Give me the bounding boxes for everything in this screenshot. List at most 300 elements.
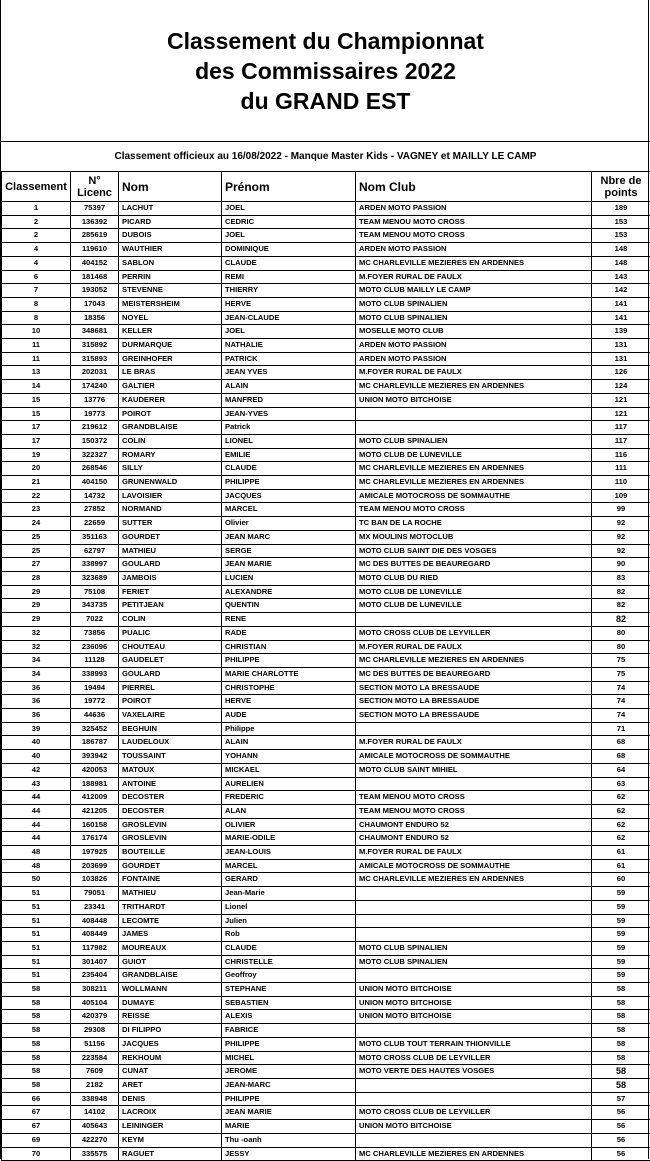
club-cell bbox=[356, 407, 592, 421]
points-cell: 56 bbox=[592, 1120, 650, 1134]
nom-cell: TOUSSAINT bbox=[119, 750, 222, 764]
prenom-cell: PHILIPPE bbox=[222, 476, 356, 490]
table-row bbox=[2, 955, 650, 969]
club-cell bbox=[356, 1133, 592, 1147]
club-cell: AMICALE MOTOCROSS DE SOMMAUTHE bbox=[356, 859, 592, 873]
licence-cell: 308211 bbox=[71, 983, 119, 997]
table-row bbox=[2, 818, 650, 832]
club-cell: MOTO CLUB SPINALIEN bbox=[356, 955, 592, 969]
club-cell: MC CHARLEVILLE MEZIERES EN ARDENNES bbox=[356, 873, 592, 887]
club-cell: MOTO VERTE DES HAUTES VOSGES bbox=[356, 1065, 592, 1079]
points-cell: 148 bbox=[592, 256, 650, 270]
club-cell: MOTO CROSS CLUB DE LEYVILLER bbox=[356, 1051, 592, 1065]
nom-cell: JAMBOIS bbox=[119, 571, 222, 585]
points-cell: 61 bbox=[592, 846, 650, 860]
rank-cell: 14 bbox=[2, 380, 71, 394]
table-row bbox=[2, 366, 650, 380]
nom-cell: VAXELAIRE bbox=[119, 709, 222, 723]
prenom-cell: ALAIN bbox=[222, 736, 356, 750]
club-cell bbox=[356, 969, 592, 983]
nom-cell: ANTOINE bbox=[119, 777, 222, 791]
prenom-cell: YOHANN bbox=[222, 750, 356, 764]
rank-cell: 40 bbox=[2, 750, 71, 764]
rank-cell: 29 bbox=[2, 599, 71, 613]
licence-cell: 7022 bbox=[71, 613, 119, 627]
table-row bbox=[2, 284, 650, 298]
club-cell: MC CHARLEVILLE MEZIERES EN ARDENNES bbox=[356, 462, 592, 476]
club-cell bbox=[356, 1092, 592, 1106]
table-row bbox=[2, 1024, 650, 1038]
rank-cell: 4 bbox=[2, 256, 71, 270]
licence-cell: 73856 bbox=[71, 626, 119, 640]
nom-cell: RAGUET bbox=[119, 1147, 222, 1161]
licence-cell: 22659 bbox=[71, 517, 119, 531]
rank-cell: 8 bbox=[2, 311, 71, 325]
rank-cell: 58 bbox=[2, 996, 71, 1010]
table-row bbox=[2, 325, 650, 339]
licence-cell: 301407 bbox=[71, 955, 119, 969]
club-cell: TEAM MENOU MOTO CROSS bbox=[356, 804, 592, 818]
licence-cell: 325452 bbox=[71, 722, 119, 736]
nom-cell: COLIN bbox=[119, 434, 222, 448]
licence-cell: 14102 bbox=[71, 1106, 119, 1120]
table-row bbox=[2, 243, 650, 257]
table-row bbox=[2, 489, 650, 503]
points-cell: 63 bbox=[592, 777, 650, 791]
points-cell: 57 bbox=[592, 1092, 650, 1106]
rank-cell: 2 bbox=[2, 229, 71, 243]
licence-cell: 18356 bbox=[71, 311, 119, 325]
nom-cell: POIROT bbox=[119, 695, 222, 709]
column-header-rank: Classement bbox=[2, 172, 71, 202]
licence-cell: 323689 bbox=[71, 571, 119, 585]
rank-cell: 34 bbox=[2, 654, 71, 668]
licence-cell: 79051 bbox=[71, 887, 119, 901]
column-header-licence bbox=[71, 172, 119, 202]
points-cell: 74 bbox=[592, 681, 650, 695]
rank-cell: 25 bbox=[2, 530, 71, 544]
table-row bbox=[2, 640, 650, 654]
table-row bbox=[2, 914, 650, 928]
licence-cell: 343735 bbox=[71, 599, 119, 613]
table-row bbox=[2, 1106, 650, 1120]
prenom-cell: SEBASTIEN bbox=[222, 996, 356, 1010]
club-cell: M.FOYER RURAL DE FAULX bbox=[356, 846, 592, 860]
club-cell: MX MOULINS MOTOCLUB bbox=[356, 530, 592, 544]
rank-cell: 58 bbox=[2, 1051, 71, 1065]
licence-cell: 322327 bbox=[71, 448, 119, 462]
licence-cell: 117982 bbox=[71, 941, 119, 955]
club-cell bbox=[356, 613, 592, 627]
prenom-cell: QUENTIN bbox=[222, 599, 356, 613]
licence-cell: 338993 bbox=[71, 667, 119, 681]
club-cell: ARDEN MOTO PASSION bbox=[356, 243, 592, 257]
table-row bbox=[2, 585, 650, 599]
club-cell: TEAM MENOU MOTO CROSS bbox=[356, 791, 592, 805]
licence-cell: 11128 bbox=[71, 654, 119, 668]
points-cell: 148 bbox=[592, 243, 650, 257]
prenom-cell: PHILIPPE bbox=[222, 1092, 356, 1106]
licence-cell: 315893 bbox=[71, 352, 119, 366]
prenom-cell: MANFRED bbox=[222, 393, 356, 407]
table-row bbox=[2, 626, 650, 640]
rank-cell: 51 bbox=[2, 928, 71, 942]
prenom-cell: Patrick bbox=[222, 421, 356, 435]
club-cell: MOTO CLUB DU RIED bbox=[356, 571, 592, 585]
rank-cell: 58 bbox=[2, 1079, 71, 1093]
licence-cell: 29308 bbox=[71, 1024, 119, 1038]
nom-cell: ROMARY bbox=[119, 448, 222, 462]
nom-cell: MATHIEU bbox=[119, 544, 222, 558]
club-cell: MOTO CLUB DE LUNEVILLE bbox=[356, 585, 592, 599]
table-row bbox=[2, 654, 650, 668]
table-row bbox=[2, 750, 650, 764]
nom-cell: STEVENNE bbox=[119, 284, 222, 298]
prenom-cell: EMILIE bbox=[222, 448, 356, 462]
nom-cell: NORMAND bbox=[119, 503, 222, 517]
club-cell: MC CHARLEVILLE MEZIERES EN ARDENNES bbox=[356, 654, 592, 668]
nom-cell: TRITHARDT bbox=[119, 900, 222, 914]
prenom-cell: Julien bbox=[222, 914, 356, 928]
nom-cell: LE BRAS bbox=[119, 366, 222, 380]
nom-cell: GRANDBLAISE bbox=[119, 421, 222, 435]
rank-cell: 17 bbox=[2, 434, 71, 448]
club-cell: MOTO CLUB SPINALIEN bbox=[356, 297, 592, 311]
prenom-cell: Olivier bbox=[222, 517, 356, 531]
table-row bbox=[2, 777, 650, 791]
licence-cell: 421205 bbox=[71, 804, 119, 818]
nom-cell: SILLY bbox=[119, 462, 222, 476]
nom-cell: SUTTER bbox=[119, 517, 222, 531]
club-cell: UNION MOTO BITCHOISE bbox=[356, 996, 592, 1010]
prenom-cell: JACQUES bbox=[222, 489, 356, 503]
club-cell: SECTION MOTO LA BRESSAUDE bbox=[356, 695, 592, 709]
table-row bbox=[2, 393, 650, 407]
rank-cell: 48 bbox=[2, 859, 71, 873]
club-cell bbox=[356, 928, 592, 942]
rank-cell: 43 bbox=[2, 777, 71, 791]
table-row bbox=[2, 900, 650, 914]
prenom-cell: Rob bbox=[222, 928, 356, 942]
points-cell: 59 bbox=[592, 914, 650, 928]
table-row bbox=[2, 1120, 650, 1134]
nom-cell: POIROT bbox=[119, 407, 222, 421]
club-cell: MOTO CLUB DE LUNEVILLE bbox=[356, 599, 592, 613]
points-cell: 58 bbox=[592, 1037, 650, 1051]
points-cell: 58 bbox=[592, 983, 650, 997]
table-row bbox=[2, 202, 650, 216]
prenom-cell: CHRISTELLE bbox=[222, 955, 356, 969]
column-header-points-line-2: points bbox=[592, 187, 650, 199]
column-header-points bbox=[592, 172, 650, 202]
column-header-nom: Nom bbox=[119, 172, 222, 202]
table-row bbox=[2, 421, 650, 435]
nom-cell: BOUTEILLE bbox=[119, 846, 222, 860]
points-cell: 59 bbox=[592, 955, 650, 969]
points-cell: 143 bbox=[592, 270, 650, 284]
prenom-cell: PHILIPPE bbox=[222, 654, 356, 668]
points-cell: 58 bbox=[592, 1024, 650, 1038]
column-header-licence-line-1: N° bbox=[71, 175, 118, 187]
nom-cell: DENIS bbox=[119, 1092, 222, 1106]
licence-cell: 285619 bbox=[71, 229, 119, 243]
nom-cell: LEININGER bbox=[119, 1120, 222, 1134]
points-cell: 111 bbox=[592, 462, 650, 476]
prenom-cell: RADE bbox=[222, 626, 356, 640]
licence-cell: 188981 bbox=[71, 777, 119, 791]
licence-cell: 404150 bbox=[71, 476, 119, 490]
licence-cell: 19494 bbox=[71, 681, 119, 695]
table-row bbox=[2, 599, 650, 613]
points-cell: 59 bbox=[592, 928, 650, 942]
prenom-cell: JEAN-LOUIS bbox=[222, 846, 356, 860]
rank-cell: 25 bbox=[2, 544, 71, 558]
licence-cell: 150372 bbox=[71, 434, 119, 448]
licence-cell: 202031 bbox=[71, 366, 119, 380]
club-cell: MOTO CLUB DE LUNEVILLE bbox=[356, 448, 592, 462]
club-cell: MOTO CROSS CLUB DE LEYVILLER bbox=[356, 1106, 592, 1120]
licence-cell: 338997 bbox=[71, 558, 119, 572]
column-header-prenom: Prénom bbox=[222, 172, 356, 202]
table-row bbox=[2, 229, 650, 243]
points-cell: 56 bbox=[592, 1133, 650, 1147]
points-cell: 121 bbox=[592, 393, 650, 407]
points-cell: 126 bbox=[592, 366, 650, 380]
prenom-cell: NATHALIE bbox=[222, 339, 356, 353]
club-cell: M.FOYER RURAL DE FAULX bbox=[356, 640, 592, 654]
points-cell: 58 bbox=[592, 1010, 650, 1024]
table-row bbox=[2, 709, 650, 723]
points-cell: 62 bbox=[592, 832, 650, 846]
points-cell: 109 bbox=[592, 489, 650, 503]
rank-cell: 40 bbox=[2, 736, 71, 750]
points-cell: 83 bbox=[592, 571, 650, 585]
prenom-cell: JEROME bbox=[222, 1065, 356, 1079]
prenom-cell: OLIVIER bbox=[222, 818, 356, 832]
prenom-cell: ALEXIS bbox=[222, 1010, 356, 1024]
points-cell: 75 bbox=[592, 654, 650, 668]
nom-cell: LAVOISIER bbox=[119, 489, 222, 503]
club-cell: UNION MOTO BITCHOISE bbox=[356, 393, 592, 407]
rank-cell: 20 bbox=[2, 462, 71, 476]
table-row bbox=[2, 311, 650, 325]
points-cell: 59 bbox=[592, 969, 650, 983]
points-cell: 142 bbox=[592, 284, 650, 298]
rank-cell: 50 bbox=[2, 873, 71, 887]
prenom-cell: PHILIPPE bbox=[222, 1037, 356, 1051]
prenom-cell: MARIE-ODILE bbox=[222, 832, 356, 846]
points-cell: 92 bbox=[592, 544, 650, 558]
points-cell: 61 bbox=[592, 859, 650, 873]
rank-cell: 51 bbox=[2, 955, 71, 969]
club-cell: TEAM MENOU MOTO CROSS bbox=[356, 503, 592, 517]
licence-cell: 422270 bbox=[71, 1133, 119, 1147]
rank-cell: 28 bbox=[2, 571, 71, 585]
title-line-1: Classement du Championnat bbox=[1, 26, 650, 56]
nom-cell: FERIET bbox=[119, 585, 222, 599]
club-cell: UNION MOTO BITCHOISE bbox=[356, 1120, 592, 1134]
nom-cell: SABLON bbox=[119, 256, 222, 270]
prenom-cell: GERARD bbox=[222, 873, 356, 887]
licence-cell: 351163 bbox=[71, 530, 119, 544]
club-cell: M.FOYER RURAL DE FAULX bbox=[356, 270, 592, 284]
club-cell: MOTO CROSS CLUB DE LEYVILLER bbox=[356, 626, 592, 640]
licence-cell: 235404 bbox=[71, 969, 119, 983]
table-row bbox=[2, 270, 650, 284]
rank-cell: 66 bbox=[2, 1092, 71, 1106]
licence-cell: 119610 bbox=[71, 243, 119, 257]
licence-cell: 51156 bbox=[71, 1037, 119, 1051]
points-cell: 189 bbox=[592, 202, 650, 216]
points-cell: 141 bbox=[592, 311, 650, 325]
nom-cell: DI FILIPPO bbox=[119, 1024, 222, 1038]
prenom-cell: Geoffroy bbox=[222, 969, 356, 983]
title-divider bbox=[1, 141, 650, 142]
prenom-cell: LUCIEN bbox=[222, 571, 356, 585]
nom-cell: LECOMTE bbox=[119, 914, 222, 928]
table-row bbox=[2, 476, 650, 490]
rank-cell: 58 bbox=[2, 1010, 71, 1024]
club-cell: ARDEN MOTO PASSION bbox=[356, 339, 592, 353]
licence-cell: 338948 bbox=[71, 1092, 119, 1106]
licence-cell: 335575 bbox=[71, 1147, 119, 1161]
rank-cell: 24 bbox=[2, 517, 71, 531]
points-cell: 92 bbox=[592, 530, 650, 544]
club-cell: MC CHARLEVILLE MEZIERES EN ARDENNES bbox=[356, 256, 592, 270]
licence-cell: 176174 bbox=[71, 832, 119, 846]
prenom-cell: JEAN-MARC bbox=[222, 1079, 356, 1093]
rank-cell: 6 bbox=[2, 270, 71, 284]
table-row bbox=[2, 804, 650, 818]
points-cell: 124 bbox=[592, 380, 650, 394]
licence-cell: 44636 bbox=[71, 709, 119, 723]
rank-cell: 10 bbox=[2, 325, 71, 339]
nom-cell: GOURDET bbox=[119, 859, 222, 873]
rank-cell: 44 bbox=[2, 791, 71, 805]
nom-cell: PIERREL bbox=[119, 681, 222, 695]
points-cell: 92 bbox=[592, 517, 650, 531]
page-title bbox=[1, 26, 650, 116]
club-cell: MC CHARLEVILLE MEZIERES EN ARDENNES bbox=[356, 1147, 592, 1161]
table-row bbox=[2, 530, 650, 544]
prenom-cell: PATRICK bbox=[222, 352, 356, 366]
rank-cell: 15 bbox=[2, 407, 71, 421]
licence-cell: 203699 bbox=[71, 859, 119, 873]
table-row bbox=[2, 1037, 650, 1051]
licence-cell: 393942 bbox=[71, 750, 119, 764]
club-cell: ARDEN MOTO PASSION bbox=[356, 352, 592, 366]
rank-cell: 42 bbox=[2, 763, 71, 777]
club-cell: M.FOYER RURAL DE FAULX bbox=[356, 736, 592, 750]
rank-cell: 44 bbox=[2, 818, 71, 832]
rank-cell: 34 bbox=[2, 667, 71, 681]
points-cell: 56 bbox=[592, 1147, 650, 1161]
rank-cell: 44 bbox=[2, 804, 71, 818]
club-cell: ARDEN MOTO PASSION bbox=[356, 202, 592, 216]
club-cell: TEAM MENOU MOTO CROSS bbox=[356, 215, 592, 229]
nom-cell: KELLER bbox=[119, 325, 222, 339]
prenom-cell: CLAUDE bbox=[222, 462, 356, 476]
nom-cell: GRUNENWALD bbox=[119, 476, 222, 490]
rank-cell: 32 bbox=[2, 626, 71, 640]
prenom-cell: HERVE bbox=[222, 297, 356, 311]
prenom-cell: CLAUDE bbox=[222, 941, 356, 955]
rank-cell: 8 bbox=[2, 297, 71, 311]
licence-cell: 268546 bbox=[71, 462, 119, 476]
nom-cell: WOLLMANN bbox=[119, 983, 222, 997]
prenom-cell: JOEL bbox=[222, 229, 356, 243]
rank-cell: 21 bbox=[2, 476, 71, 490]
points-cell: 141 bbox=[592, 297, 650, 311]
nom-cell: PUALIC bbox=[119, 626, 222, 640]
nom-cell: MATHIEU bbox=[119, 887, 222, 901]
prenom-cell: MICKAEL bbox=[222, 763, 356, 777]
table-row bbox=[2, 722, 650, 736]
licence-cell: 174240 bbox=[71, 380, 119, 394]
nom-cell: LAUDELOUX bbox=[119, 736, 222, 750]
prenom-cell: MARIE bbox=[222, 1120, 356, 1134]
club-cell: SECTION MOTO LA BRESSAUDE bbox=[356, 681, 592, 695]
rank-cell: 19 bbox=[2, 448, 71, 462]
table-row bbox=[2, 215, 650, 229]
prenom-cell: AUDE bbox=[222, 709, 356, 723]
points-cell: 59 bbox=[592, 887, 650, 901]
licence-cell: 14732 bbox=[71, 489, 119, 503]
club-cell: UNION MOTO BITCHOISE bbox=[356, 1010, 592, 1024]
rank-cell: 69 bbox=[2, 1133, 71, 1147]
club-cell: MOTO CLUB TOUT TERRAIN THIONVILLE bbox=[356, 1037, 592, 1051]
points-cell: 117 bbox=[592, 421, 650, 435]
nom-cell: WAUTHIER bbox=[119, 243, 222, 257]
nom-cell: JACQUES bbox=[119, 1037, 222, 1051]
points-cell: 117 bbox=[592, 434, 650, 448]
licence-cell: 75108 bbox=[71, 585, 119, 599]
title-line-3: du GRAND EST bbox=[1, 86, 650, 116]
rank-cell: 44 bbox=[2, 832, 71, 846]
nom-cell: DECOSTER bbox=[119, 791, 222, 805]
prenom-cell: DOMINIQUE bbox=[222, 243, 356, 257]
nom-cell: GOULARD bbox=[119, 558, 222, 572]
licence-cell: 315892 bbox=[71, 339, 119, 353]
nom-cell: LACHUT bbox=[119, 202, 222, 216]
points-cell: 82 bbox=[592, 599, 650, 613]
points-cell: 90 bbox=[592, 558, 650, 572]
table-row bbox=[2, 969, 650, 983]
rank-cell: 58 bbox=[2, 1065, 71, 1079]
table-row bbox=[2, 887, 650, 901]
points-cell: 58 bbox=[592, 1079, 650, 1093]
prenom-cell: Lionel bbox=[222, 900, 356, 914]
points-cell: 71 bbox=[592, 722, 650, 736]
nom-cell: PERRIN bbox=[119, 270, 222, 284]
table-row bbox=[2, 736, 650, 750]
points-cell: 62 bbox=[592, 818, 650, 832]
licence-cell: 75397 bbox=[71, 202, 119, 216]
column-header-licence-line-2: Licenc bbox=[71, 187, 118, 199]
club-cell: MOTO CLUB MAILLY LE CAMP bbox=[356, 284, 592, 298]
club-cell: MOTO CLUB SPINALIEN bbox=[356, 941, 592, 955]
club-cell: MC CHARLEVILLE MEZIERES EN ARDENNES bbox=[356, 476, 592, 490]
nom-cell: DUBOIS bbox=[119, 229, 222, 243]
nom-cell: MEISTERSHEIM bbox=[119, 297, 222, 311]
club-cell: UNION MOTO BITCHOISE bbox=[356, 983, 592, 997]
nom-cell: PICARD bbox=[119, 215, 222, 229]
prenom-cell: JOEL bbox=[222, 202, 356, 216]
prenom-cell: RENE bbox=[222, 613, 356, 627]
prenom-cell: JEAN MARC bbox=[222, 530, 356, 544]
rank-cell: 67 bbox=[2, 1106, 71, 1120]
points-cell: 60 bbox=[592, 873, 650, 887]
